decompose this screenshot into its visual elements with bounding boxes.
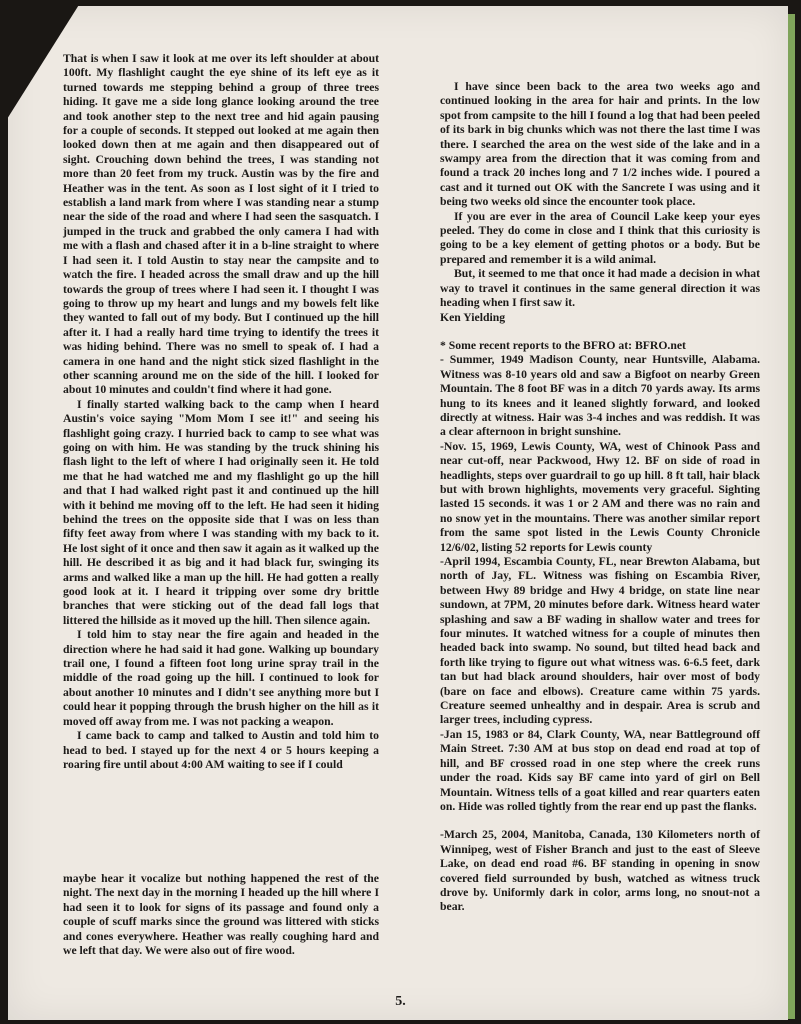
story-paragraph: If you are ever in the area of Council Lake keep your eyes peeled. They do come in close and I think that this curiosity is going to be a key element of getting photos or a body. But be prepared and remember it is a wild animal.	[440, 209, 760, 266]
story-paragraph: I came back to camp and talked to Austin and told him to head to bed. I stayed up for the next 4 or 5 hours keeping a roaring fire until about 4:00 AM waiting to see if I could	[63, 729, 379, 771]
story-paragraph: I finally started walking back to the camp when I heard Austin's voice saying "Mom Mom I see it!" and seeing his flashlight going crazy. I hurried back to camp to see what was going on with him. He was standing by the truck shining his flash light to the left of where I had originally seen it. He told me that he had watched me and my flashlight go up the hill and that I had walked right past it and continued up the hill with it behind me moving off to the left. He had seen it hiding behind the trees on the opposite side that I was on less than fifty feet away from where I was standing with my back to it. He lost sight of it once and then saw it again as it walked up the hill. He described it as big and it had black fur, swinging its arms and walked like a man up the hill. He had gotten a really good look at it. I heard it tripping over some dry brittle branches that were sticking out of the dead fall logs that littered the hillside as it moved up the hill. Then silence again.	[63, 397, 379, 627]
report-item: -March 25, 2004, Manitoba, Canada, 130 Kilometers north of Winnipeg, west of Fisher Branch and just to the east of Sleeve Lake, on dead end road #6. BF standing in opening in snow covered field surrounded by bush, watched as witness truck drove by. Uniformly dark in color, arms long, no snout-not a bear.	[440, 828, 760, 914]
right-column	[440, 80, 760, 915]
story-continuation: maybe hear it vocalize but nothing happened the rest of the night. The next day in the morning I headed up the hill where I had seen it to look for signs of its passage and found only a couple of scuff marks since the ground was littered with sticks and cones everywhere. Heather was really coughing hard and we left that day. We were also out of fire wood.	[63, 872, 379, 958]
reports-heading: * Some recent reports to the BFRO at: BFRO.net	[440, 338, 686, 352]
story-paragraph: That is when I saw it look at me over its left shoulder at about 100ft. My flashlight caught the eye shine of its left eye as it turned towards me stepping behind a group of three trees hiding. It gave me a side long glance looking around the tree and took another step to the next tree and hid again pausing for a couple of seconds. It stepped out looked at me again then looked down then at me again and then disappeared out of sight. Crouching down behind the trees, I was standing not more than 20 feet from my truck. Austin was by the fire and Heather was in the tent. As soon as I lost sight of it I tried to establish a land mark from where I was standing near a stump near the side of the road and where I had seen the sasquatch. I jumped in the truck and grabbed the only camera I had with me with a flash and chased after it in a b-line straight to where I had seen it. I told Austin to stay near the campsite and to watch the fire. I headed across the small draw and up the hill towards the group of trees where I had seen it. I thought I was going to throw up my heart and lungs and my bowels felt like they wanted to fall out of my body. But I continued up the hill after it. I had a really hard time trying to identify the trees it was hiding behind. There was no smell to speak of. I had a camera in one hand and the night stick sized flashlight in the other scanning around me on the side of the hill. I looked for about 10 minutes and couldn't find where it had gone.	[63, 52, 379, 397]
report-item: -Nov. 15, 1969, Lewis County, WA, west of Chinook Pass and near cut-off, near Packwood, Hwy 12. BF on side of road in headlights, steps over guardrail to go up hill. 8 ft tall, hair black but with brown highlights, movements very graceful. Sighting lasted 15 seconds. it was 1 or 2 AM and there was no rain and no snow yet in the mountains. There was another similar report from the same spot listed in the Lewis County Chronicle 12/6/02, listing 52 reports for Lewis county	[440, 439, 760, 554]
author-signature: Ken Yielding	[440, 310, 506, 324]
report-item: -Jan 15, 1983 or 84, Clark County, WA, near Battleground off Main Street. 7:30 AM at bus stop on dead end road at top of hill, and BF crossed road in one step where the creek runs under the road. Kids say BF came into yard of girl on Bell Mountain. Witness tells of a goat killed and rear quarters eaten on. Hide was rolled tightly from the rear end up past the flanks.	[440, 727, 760, 813]
left-column	[63, 52, 379, 772]
left-column-continuation	[63, 872, 379, 958]
story-paragraph: I told him to stay near the fire again and headed in the direction where he had said it had gone. Walking up boundary trail one, I found a fifteen foot long urine spray trail in the middle of the road going up the hill. I continued to look for about another 10 minutes and I didn't see anything more but I could hear it popping through the brush higher on the hill as it moved off away from me. I was not packing a weapon.	[63, 628, 379, 728]
story-paragraph: But, it seemed to me that once it had made a decision in what way to travel it continues in the same general direction it was heading when I first saw it.	[440, 267, 760, 310]
page-number: 5.	[395, 994, 406, 1009]
story-paragraph: I have since been back to the area two weeks ago and continued looking in the area for hair and prints. In the low spot from campsite to the hill I found a log that had been peeled of its bark in big chunks which was not there the last time I was there. I searched the area on the west side of the lake and in a swampy area from the direction that it was coming from and found a track 20 inches long and 7 1/2 inches wide. I poured a cast and it turned out OK with the Sancrete I was using and it being two weeks old since the encounter took place.	[440, 80, 760, 209]
report-item: -April 1994, Escambia County, FL, near Brewton Alabama, but north of Jay, FL. Witness was fishing on Escambia River, between Hwy 89 bridge and Hwy 4 bridge, on state line near sundown, at 7PM, 20 minutes before dark. Witness heard water splashing and saw a BF wading in shallow water and trees for four minutes. It watched witness for a couple of minutes then headed back into swamp. No sound, but tilted head back and forth like trying to figure out what witness was. 6-6.5 feet, dark tan but had black around shoulders, hair over most of body (bare on face and elbows). Creature came within 75 yards. Creature seemed unhealthy and in despair. Area is scrub and larger trees, including cypress.	[440, 555, 760, 727]
report-item: - Summer, 1949 Madison County, near Huntsville, Alabama. Witness was 8-10 years old and saw a Bigfoot on nearby Green Mountain. The 8 foot BF was in a ditch 70 yards away. Its arms hung to its knees and it leaned slightly forward, and looked directly at witness. Hair was 3-4 inches and was reddish. It was a clear afternoon in bright sunshine.	[440, 353, 760, 439]
